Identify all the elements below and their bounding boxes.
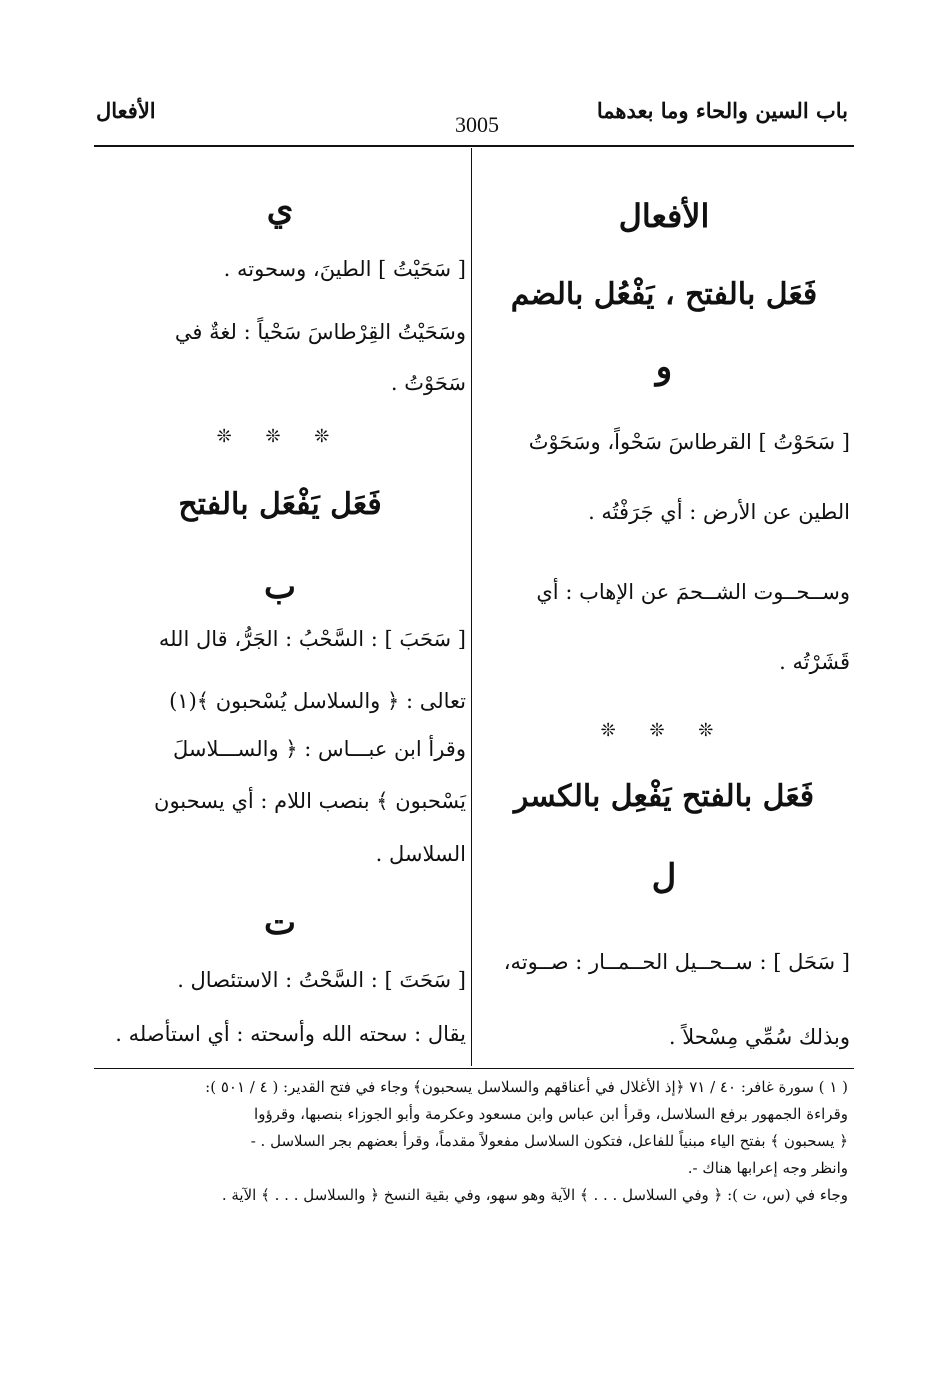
entry-text: الطين عن الأرض : أي جَرَفْتُه . [588, 500, 850, 524]
section-title: الأفعال [618, 197, 710, 235]
subsection-heading: فَعَل بالفتح ، يَفْعُل بالضم [510, 277, 818, 312]
running-header-chapter: باب السين والحاء وما بعدهما [596, 98, 848, 123]
entry-text: يَسْحبون ﴾ بنصب اللام : أي يسحبون [154, 789, 466, 813]
entry-text: [ سَحَوْتُ ] القرطاسَ سَحْواً، وسَحَوْتُ [528, 430, 850, 454]
entry-text: وسَحَيْتُ القِرْطاسَ سَحْياً : لغةٌ في [174, 320, 466, 344]
entry-text: [ سَحَتَ ] : السَّحْتُ : الاستئصال . [177, 968, 466, 992]
entry-text: وســحــوت الشــحمَ عن الإهاب : أي [536, 580, 850, 604]
entry-text: وبذلك سُمِّي مِسْحلاً . [668, 1025, 850, 1049]
footnote-line: ﴿ يسحبون ﴾ بفتح الياء مبنياً للفاعل، فتكون السلاسل مفعولاً مقدماً، وقرأ بعضهم بجر السلاسل . - [250, 1132, 848, 1150]
letter-heading: و [655, 347, 673, 387]
section-separator: ❊ ❊ ❊ [216, 426, 344, 447]
entry-text: سَحَوْتُ . [390, 371, 466, 395]
footnote-line: وانظر وجه إعرابها هناك -. [687, 1159, 848, 1177]
footnote-line: وجاء في (س، ت ): ﴿ وفي السلاسل . . . ﴾ الآية وهو سهو، وفي بقية النسخ ﴿ والسلاسل . . . ﴾ الآية . [221, 1186, 848, 1204]
running-header-section: الأفعال [96, 98, 156, 123]
footnote-line: ( ١ ) سورة غافر: ٤٠ / ٧١ ﴿إذ الأغلال في أعناقهم والسلاسل يسحبون﴾ وجاء في فتح القدير: ( ٤ / ٥٠١ ): [205, 1078, 848, 1096]
entry-text: تعالى : ﴿ والسلاسل يُسْحبون ﴾(١) [169, 689, 466, 713]
entry-text: السلاسل . [375, 842, 466, 866]
subsection-heading: فَعَل يَفْعَل بالفتح [178, 487, 382, 522]
footnote-line: وقراءة الجمهور برفع السلاسل، وقرأ ابن عباس وابن مسعود وعكرمة وأبو الجوزاء بنصبها، وقرؤوا [254, 1105, 848, 1123]
entry-text: [ سَحَل ] : ســحــيل الحــمــار : صــوته، [503, 950, 850, 974]
footnote-rule [94, 1068, 854, 1069]
entry-text: [ سَحَبَ ] : السَّحْبُ : الجَرُّ، قال الله [158, 627, 466, 651]
letter-heading: ب [263, 567, 296, 607]
entry-text: قَشَرْتُه . [779, 650, 850, 674]
letter-heading: ي [266, 189, 294, 229]
footnotes [106, 1076, 848, 1236]
section-separator: ❊ ❊ ❊ [600, 720, 728, 741]
entry-text: يقال : سحته الله وأسحته : أي استأصله . [115, 1022, 466, 1046]
entry-text: [ سَحَيْتُ ] الطينَ، وسحوته . [223, 257, 466, 281]
header-rule [94, 145, 854, 147]
column-divider [471, 148, 472, 1066]
subsection-heading: فَعَل بالفتح يَفْعِل بالكسر [513, 779, 815, 814]
page-number: 3005 [455, 112, 499, 137]
entry-text: وقرأ ابن عبـــاس : ﴿ والســـلاسلَ [173, 737, 466, 761]
letter-heading: ت [263, 903, 296, 943]
letter-heading: ل [651, 857, 677, 897]
